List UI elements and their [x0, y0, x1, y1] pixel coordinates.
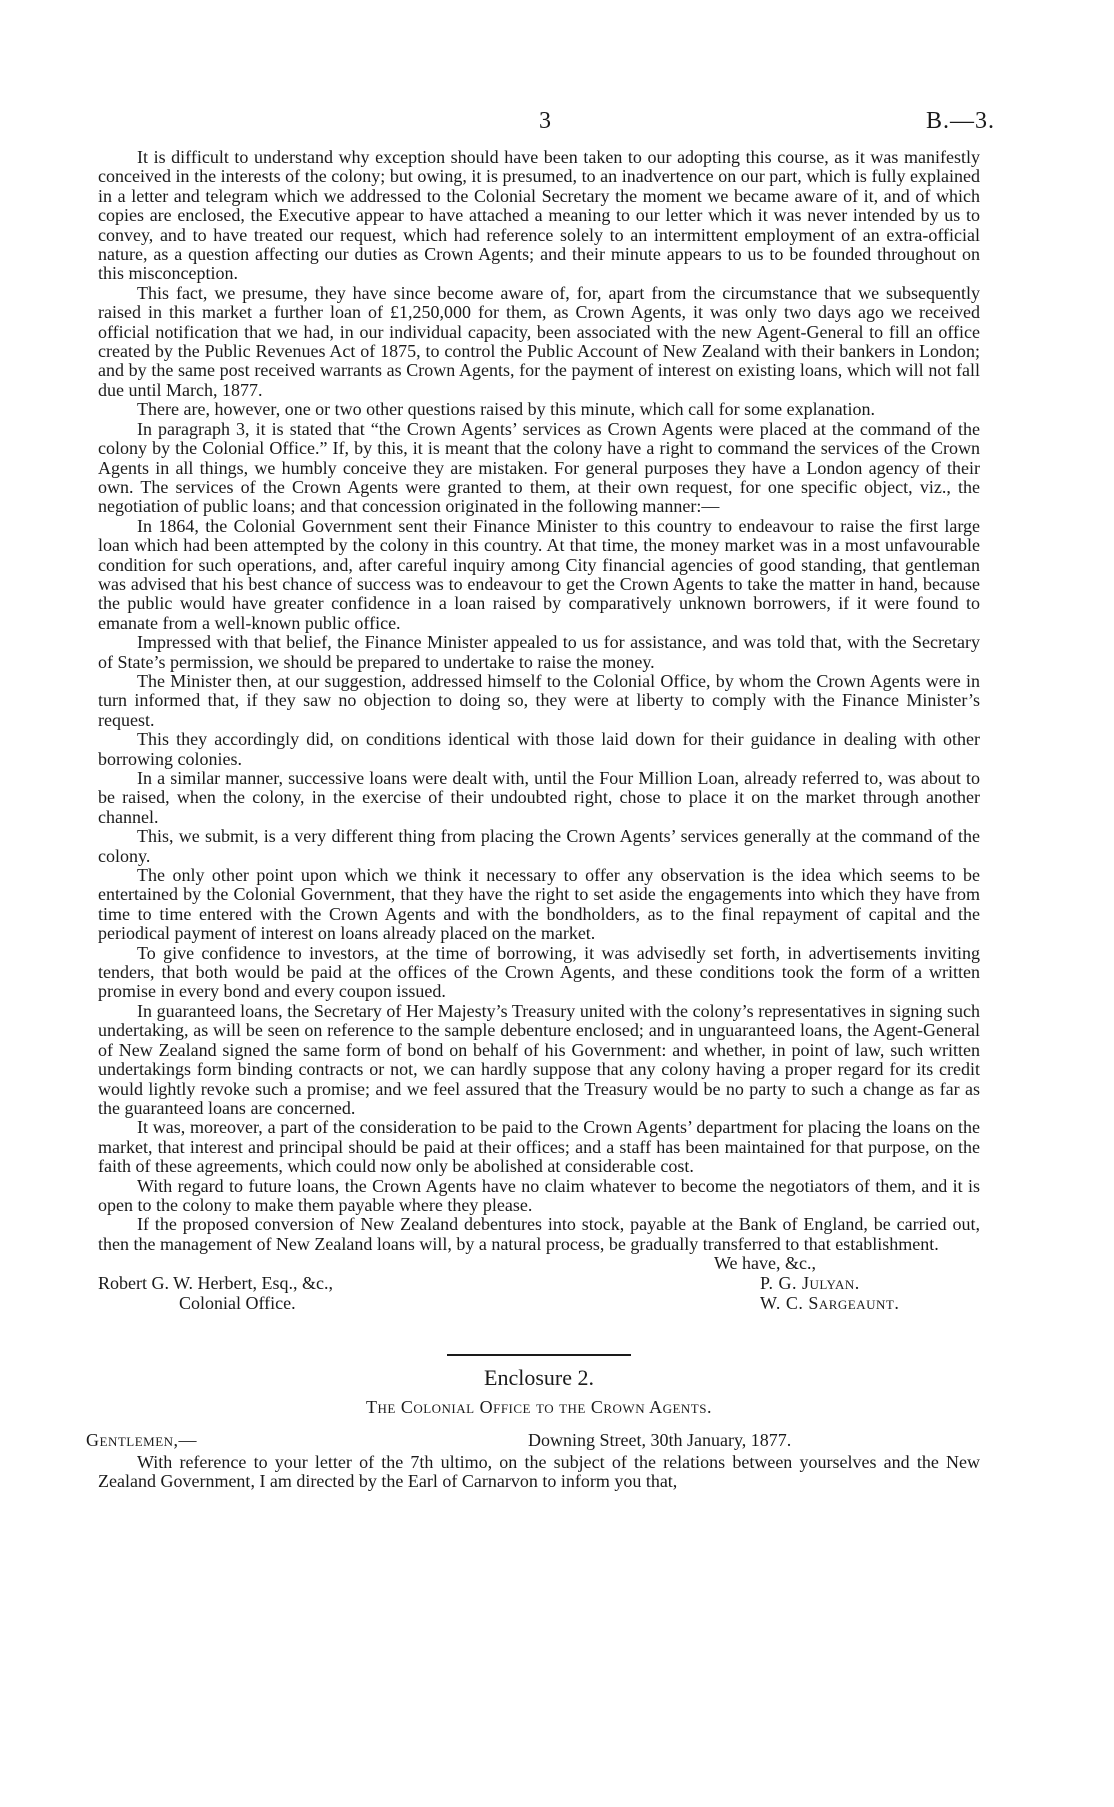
- paragraph: This, we submit, is a very different thing from placing the Crown Agents’ services generally at the command of the colony.: [98, 826, 980, 866]
- paragraph: The only other point upon which we think it necessary to offer any observation is the idea which seems to be entertained by the Colonial Government, that they have the right to set aside the engagements into which they have from time to time entered with the Crown Agents and with the bondholders, as to the final repayment of capital and the periodical payment of interest on loans already placed on the market.: [98, 865, 980, 944]
- paragraph: It was, moreover, a part of the consideration to be paid to the Crown Agents’ department for placing the loans on the market, that interest and principal should be paid at their offices; and a staff has been maintained for that purpose, on the faith of these agreements, which could now only be abolished at considerable cost.: [98, 1117, 980, 1177]
- paragraph: There are, however, one or two other questions raised by this minute, which call for some explanation.: [137, 399, 876, 420]
- paragraph: This fact, we presume, they have since become aware of, for, apart from the circumstance that we subsequently raised in this market a further loan of £1,250,000 for them, as Crown Agents, it was only two days ago we received official notification that we had, in our individual capacity, been associated with the new Agent-General to fill an office created by the Public Revenues Act of 1875, to control the Public Account of New Zealand with their bankers in London; and by the same post received warrants as Crown Agents, for the payment of interest on existing loans, which will not fall due until March, 1877.: [98, 282, 980, 400]
- paragraph: Impressed with that belief, the Finance Minister appealed to us for assistance, and was told that, with the Secretary of State’s permission, we should be prepared to undertake to raise the money.: [98, 632, 980, 672]
- section-divider: [447, 1354, 631, 1356]
- addressee-office: Colonial Office.: [179, 1293, 296, 1314]
- we-have-line: We have, &c.,: [714, 1253, 817, 1274]
- date-line: Downing Street, 30th January, 1877.: [528, 1429, 792, 1450]
- paragraph: In a similar manner, successive loans were dealt with, until the Four Million Loan, already referred to, was about to be raised, when the colony, in the exercise of their undoubted right, chose to place it on the market through another channel.: [98, 768, 980, 827]
- salutation: Gentlemen,—: [86, 1429, 198, 1450]
- paragraph: With regard to future loans, the Crown Agents have no claim whatever to become the negotiators of them, and it is open to the colony to make them payable where they please.: [98, 1175, 980, 1215]
- page-number: 3: [539, 108, 551, 134]
- paragraph: If the proposed conversion of New Zealand debentures into stock, payable at the Bank of England, be carried out, then the management of New Zealand loans will, by a natural process, be gradually transferred to that establishment.: [98, 1214, 980, 1254]
- paragraph: This they accordingly did, on conditions identical with those laid down for their guidance in dealing with other borrowing colonies.: [98, 729, 980, 769]
- paragraph: The Minister then, at our suggestion, addressed himself to the Colonial Office, by whom the Crown Agents were in turn informed that, if they saw no objection to doing so, they were at liberty to comply with the Finance Minister’s request.: [98, 670, 980, 730]
- enclosure-subtitle: The Colonial Office to the Crown Agents.: [366, 1396, 712, 1417]
- paragraph: In 1864, the Colonial Government sent their Finance Minister to this country to endeavour to raise the first large loan which had been attempted by the colony in this country. At that time, the money market was in a most unfavourable condition for such operations, and, after careful inquiry among City financial agencies of good standing, that gentleman was advised that his best chance of success was to endeavour to get the Crown Agents to take the matter in hand, because the public would have greater confidence in a loan raised by comparatively unknown borrowers, if it were found to emanate from a well-known public office.: [98, 515, 980, 633]
- paragraph: It is difficult to understand why exception should have been taken to our adopting this course, as it was manifestly conceived in the interests of the colony; but owing, it is presumed, to an inadvertence on our part, which is fully explained in a letter and telegram which we addressed to the Colonial Secretary the moment we became aware of it, and of which copies are enclosed, the Executive appear to have attached a meaning to our letter which it was never intended by us to convey, and to have treated our request, which had reference solely to an intermittent employment of an extra-official nature, as a question affecting our duties as Crown Agents; and their minute appears to us to be founded throughout on this misconception.: [98, 147, 980, 284]
- enclosure-title: Enclosure 2.: [484, 1365, 594, 1391]
- paragraph: To give confidence to investors, at the time of borrowing, it was advisedly set forth, in advertisements inviting tenders, that both would be paid at the offices of the Crown Agents, and these conditions took the form of a written promise in every bond and every coupon issued.: [98, 942, 980, 1002]
- paragraph: In guaranteed loans, the Secretary of Her Majesty’s Treasury united with the colony’s representatives in signing such undertaking, as will be seen on reference to the sample debenture enclosed; and in unguaranteed loans, the Agent-General of New Zealand signed the same form of bond on behalf of his Government: and whether, in point of law, such written undertakings form binding contracts or not, we can hardly suppose that any colony having a proper regard for its credit would lightly revoke such a promise; and we feel assured that the Treasury would be no party to such a change as far as the guaranteed loans are concerned.: [98, 1000, 980, 1118]
- letter-body: [86, 147, 980, 1492]
- addressee-name: Robert G. W. Herbert, Esq., &c.,: [98, 1273, 333, 1294]
- paragraph: In paragraph 3, it is stated that “the Crown Agents’ services as Crown Agents were placed at the command of the colony by the Colonial Office.” If, by this, it is meant that the colony have a right to command the services of the Crown Agents in all things, we humbly conceive they are mistaken. For general purposes they have a London agency of their own. The services of the Crown Agents were granted to them, at their own request, for one specific object, viz., the negotiation of public loans; and that concession originated in the following manner:—: [98, 418, 980, 517]
- salutation-row: [86, 1429, 980, 1453]
- enclosure-opening: With reference to your letter of the 7th ultimo, on the subject of the relations between yourselves and the New Zealand Government, I am directed by the Earl of Carnarvon to inform you that,: [98, 1451, 980, 1492]
- signatory-sargeaunt: W. C. Sargeaunt.: [760, 1293, 900, 1314]
- page-header: [0, 108, 1114, 138]
- signatory-julyan: P. G. Julyan.: [760, 1273, 860, 1294]
- document-reference: B.—3.: [925, 108, 995, 134]
- signature-block: [98, 1254, 980, 1332]
